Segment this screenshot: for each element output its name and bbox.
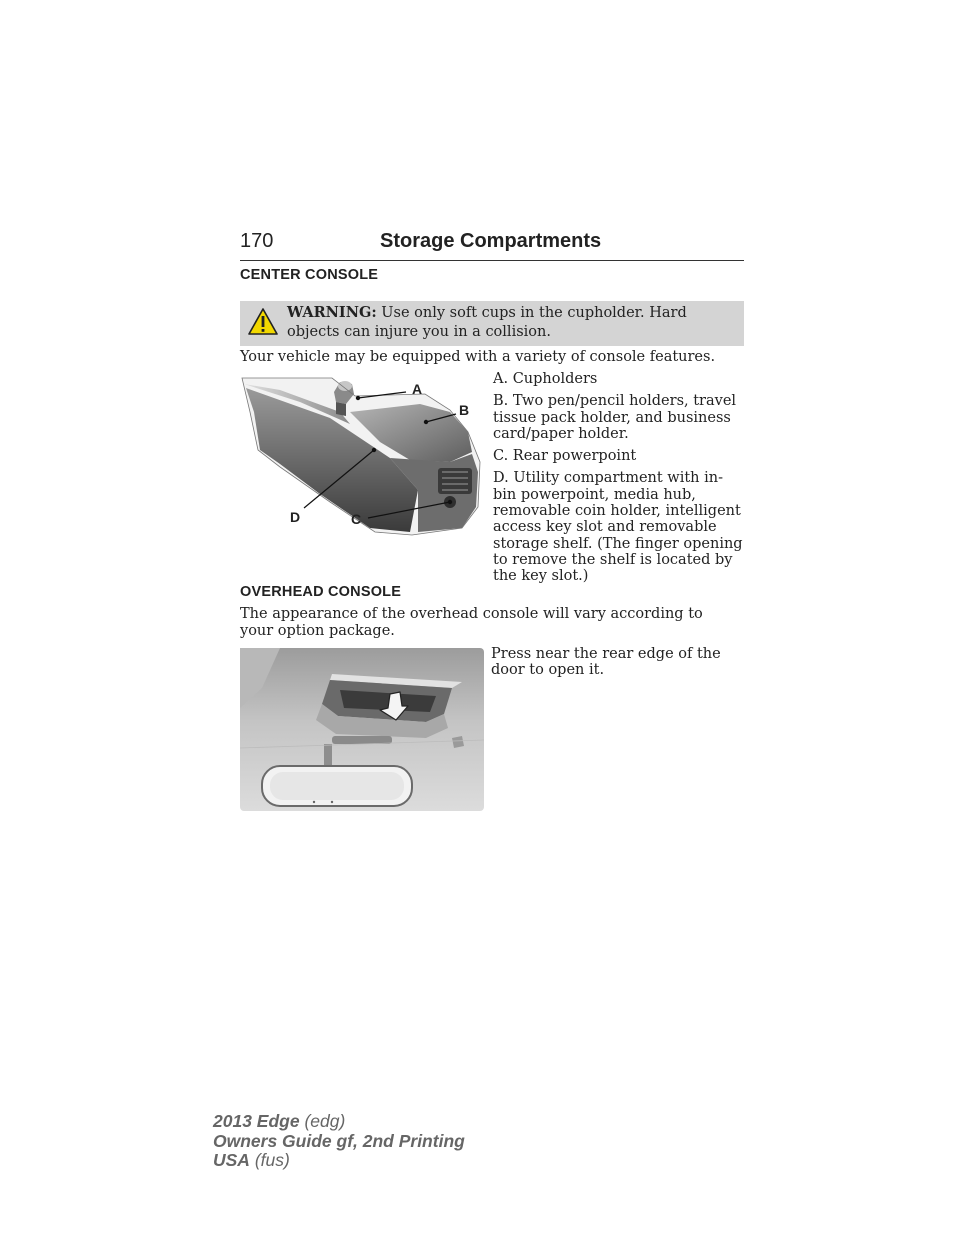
center-console-heading: CENTER CONSOLE: [240, 267, 379, 283]
overhead-console-intro: The appearance of the overhead console will vary according to your option package.: [240, 606, 703, 639]
overhead-console-illustration: [240, 648, 484, 811]
callout-a: A: [412, 381, 423, 397]
footer-line-2: [213, 1132, 465, 1152]
center-console-illustration: [240, 372, 485, 540]
console-legend: [493, 371, 743, 591]
legend-item: A. Cupholders: [493, 371, 598, 387]
footer-line-3: [213, 1151, 465, 1171]
center-console-intro: Your vehicle may be equipped with a variety of console features.: [240, 349, 716, 365]
footer-market: USA: [213, 1150, 250, 1170]
warning-box: [240, 301, 744, 346]
footer-model: 2013 Edge: [213, 1111, 300, 1131]
callout-c: C: [351, 511, 362, 527]
page-header: [240, 229, 744, 261]
callout-b: B: [459, 402, 470, 418]
chapter-title: Storage Compartments: [380, 230, 602, 252]
legend-item: D. Utility compartment with in-bin powerpoint, media hub, removable coin holder, intelligent access key slot and removable storage shelf. (The finger opening to remove the shelf is located by the key slot.): [493, 470, 743, 585]
legend-item: C. Rear powerpoint: [493, 448, 637, 465]
footer-market-code: (fus): [249, 1150, 290, 1170]
footer-model-code: (edg): [299, 1111, 346, 1131]
warning-message: Use only soft cups in the cupholder. Hard objects can injure you in a collision.: [287, 305, 687, 340]
legend-item: B. Two pen/pencil holders, travel tissue pack holder, and business card/paper holder.: [493, 393, 737, 442]
callout-d: D: [290, 509, 301, 525]
warning-label: WARNING:: [287, 304, 377, 321]
page-number: 170: [240, 230, 274, 252]
footer-line-1: [213, 1112, 465, 1132]
footer-edition: Owners Guide gf, 2nd Printing: [213, 1130, 465, 1151]
warning-text: [287, 303, 727, 342]
overhead-console-heading: OVERHEAD CONSOLE: [240, 584, 402, 600]
warning-triangle-icon: [248, 308, 278, 335]
overhead-console-instruction: Press near the rear edge of the door to open it.: [491, 646, 721, 679]
page-footer: [213, 1112, 465, 1171]
